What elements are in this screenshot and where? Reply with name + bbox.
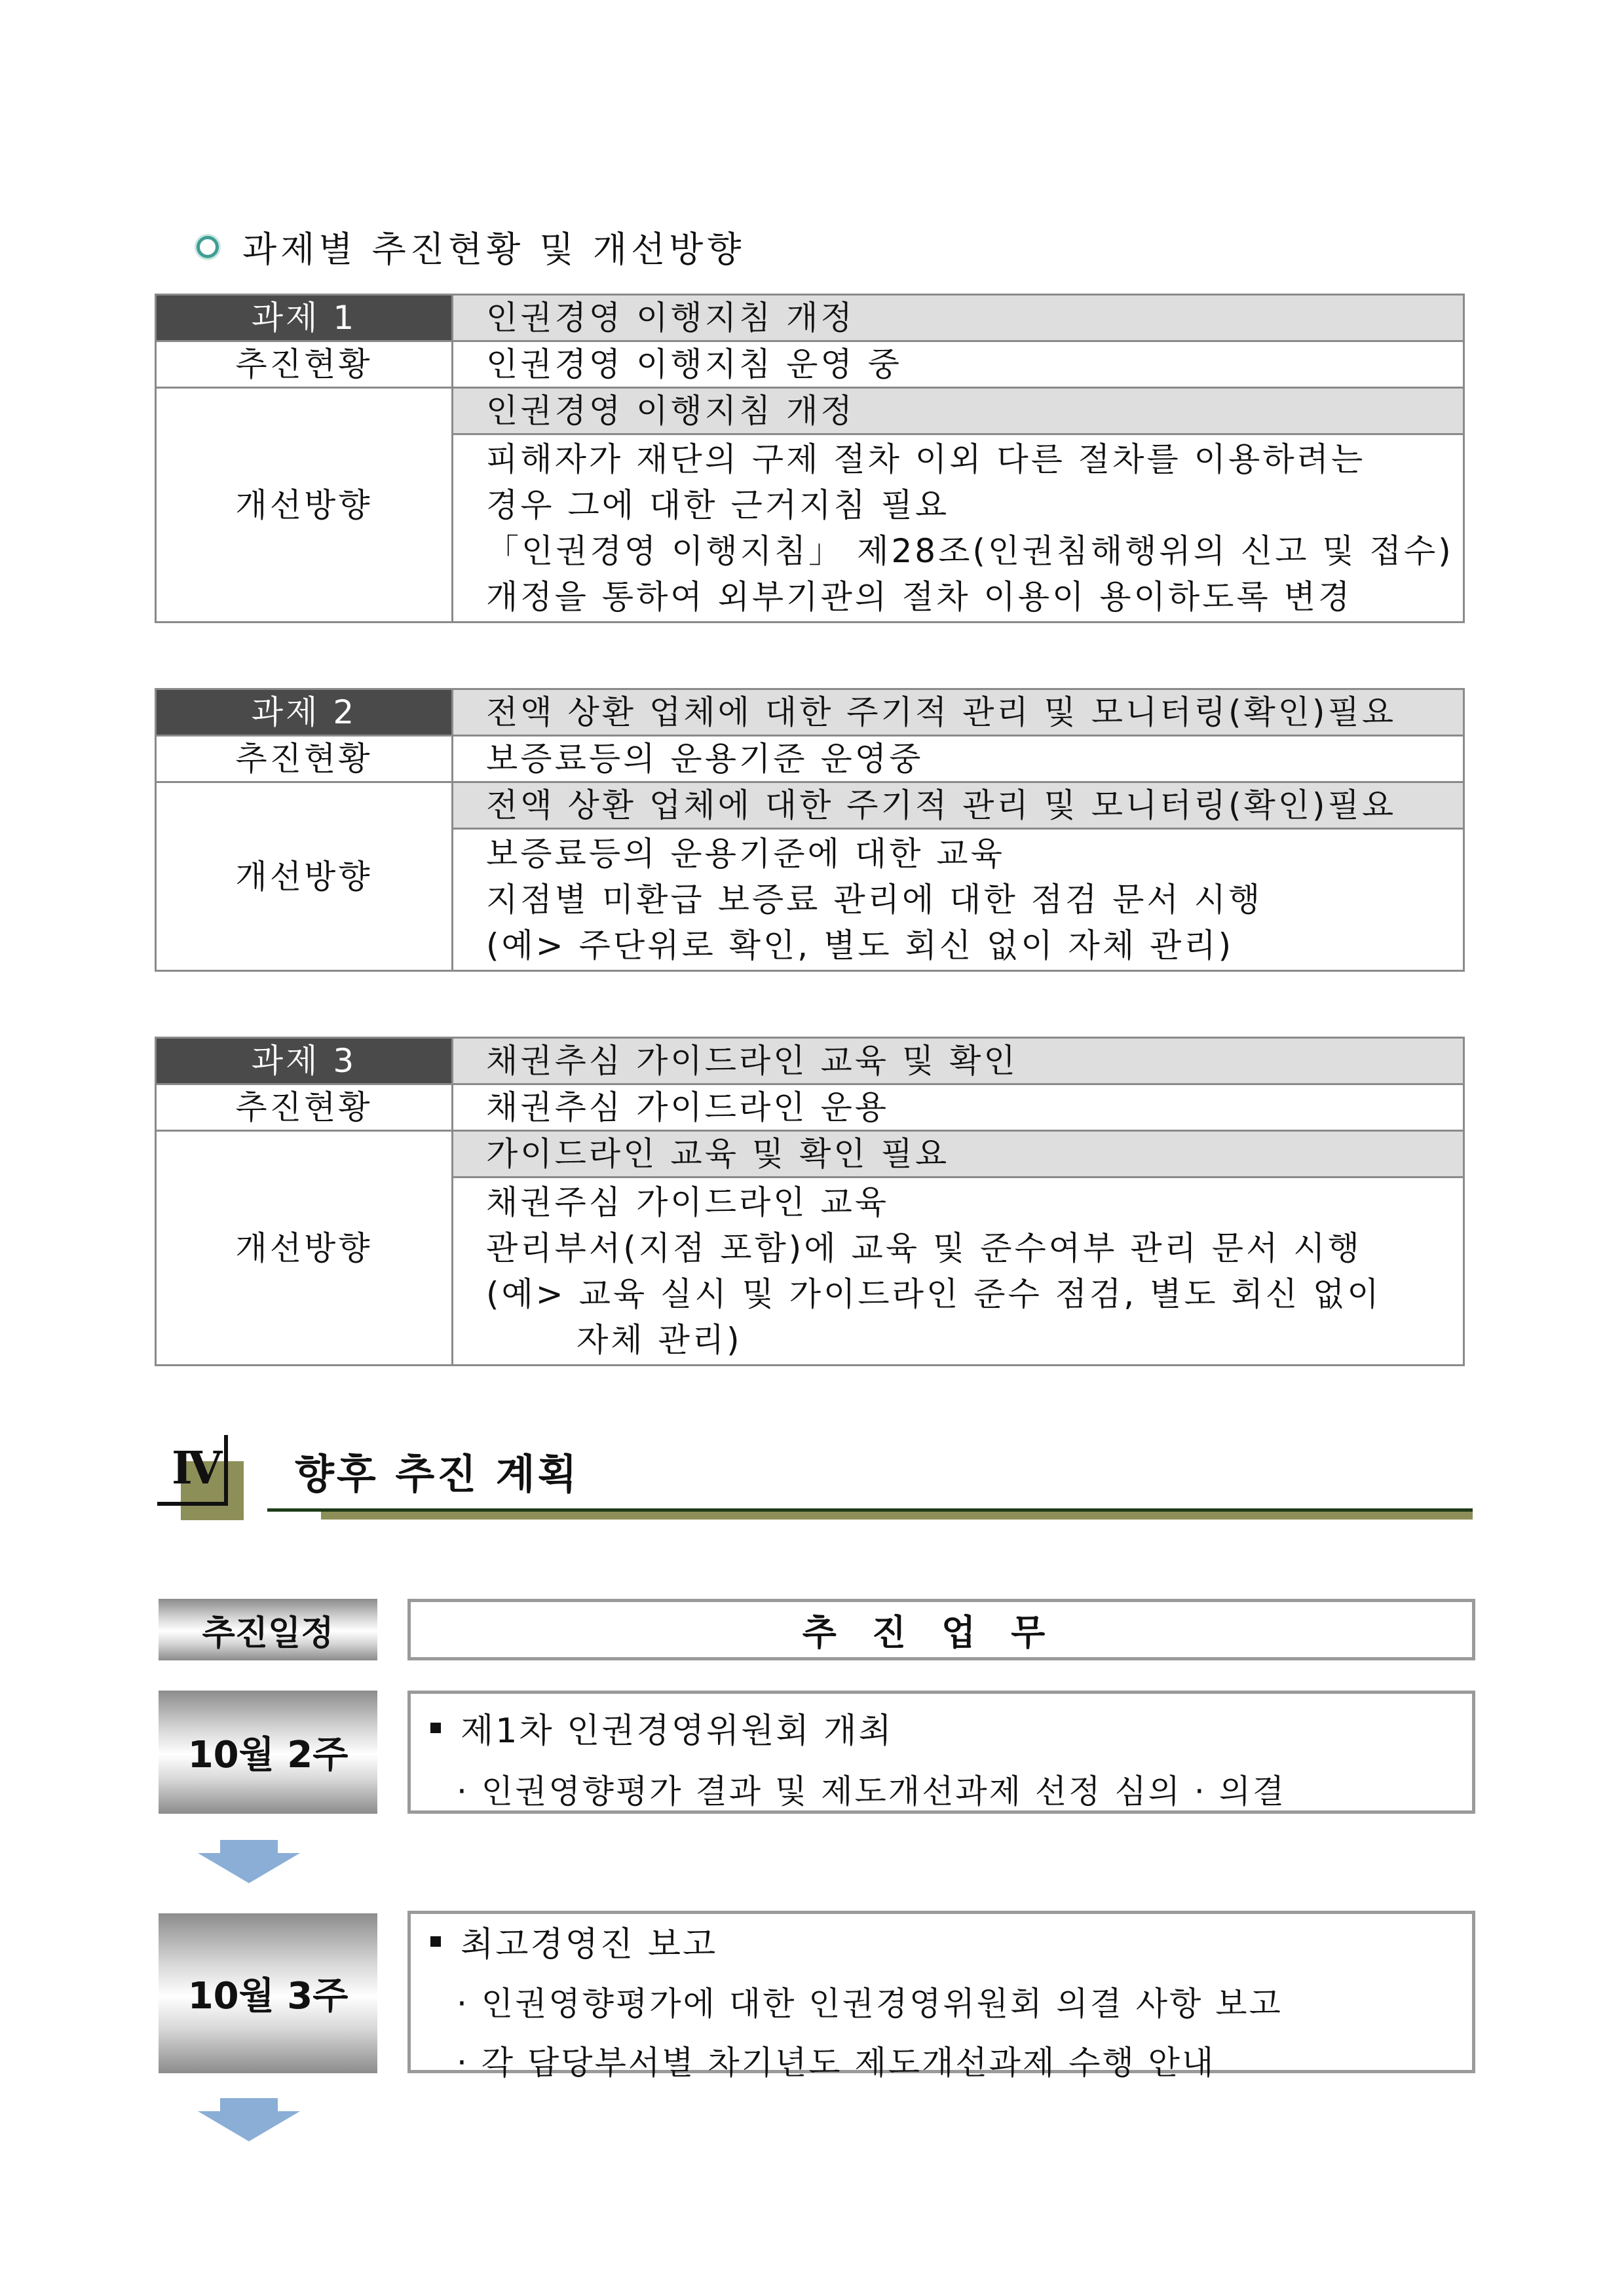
schedule-item-title: 제1차 인권경영위원회 개최 (461, 1712, 894, 1751)
task-title: 인권경영 이행지침 개정 (453, 295, 1464, 341)
schedule-item-sub: · 각 담당부서별 차기년도 제도개선과제 수행 안내 (457, 2044, 1216, 2082)
task-title: 채권추심 가이드라인 교육 및 확인 (453, 1038, 1464, 1084)
improve-line: 경우 그에 대한 근거지침 필요 (486, 486, 950, 524)
improve-line: 지점별 미환급 보증료 관리에 대한 점검 문서 시행 (486, 881, 1263, 919)
section-title (197, 221, 745, 272)
improve-body (453, 434, 1464, 622)
task-label: 과제 2 (156, 689, 453, 736)
schedule-when: 10월 2주 (159, 1691, 377, 1814)
improve-body (453, 829, 1464, 971)
improve-line: 관리부서(지점 포함)에 교육 및 준수여부 관리 문서 시행 (486, 1229, 1362, 1267)
schedule-item-box (407, 1691, 1475, 1814)
part-title: 향후 추진 계획 (295, 1450, 580, 1498)
section-title-text: 과제별 추진현황 및 개선방향 (242, 229, 746, 270)
improve-line: (예> 교육 실시 및 가이드라인 준수 점검, 별도 회신 없이 (486, 1275, 1382, 1313)
task-title: 전액 상환 업체에 대한 주기적 관리 및 모니터링(확인)필요 (453, 689, 1464, 736)
down-arrow-icon (198, 2098, 300, 2141)
down-arrow-icon (198, 1840, 300, 1883)
improve-head: 가이드라인 교육 및 확인 필요 (453, 1131, 1464, 1177)
task-label: 과제 1 (156, 295, 453, 341)
improve-label: 개선방향 (156, 782, 453, 971)
schedule-item-sub: · 인권영향평가에 대한 인권경영위원회 의결 사항 보고 (457, 1985, 1283, 2023)
schedule-item-sub: · 인권영향평가 결과 및 제도개선과제 선정 심의 · 의결 (457, 1772, 1287, 1810)
circle-bullet-icon (197, 236, 219, 258)
schedule-item-box (407, 1911, 1475, 2082)
improve-head: 전액 상환 업체에 대한 주기적 관리 및 모니터링(확인)필요 (453, 782, 1464, 829)
square-bullet-icon (430, 1723, 441, 1733)
schedule-item-title-row (430, 1703, 1472, 1752)
part-rule-accent (321, 1512, 1473, 1520)
part-header (157, 1435, 1474, 1527)
schedule-item-title: 최고경영진 보고 (461, 1925, 718, 1964)
schedule-head-label: 추진일정 (159, 1599, 377, 1660)
task-table-1 (155, 294, 1465, 623)
status-text: 보증료등의 운용기준 운영중 (453, 736, 1464, 782)
task-table-2 (155, 688, 1465, 972)
improve-line: 보증료등의 운용기준에 대한 교육 (486, 835, 1005, 873)
improve-line: 피해자가 재단의 구제 절차 이외 다른 절차를 이용하려는 (486, 440, 1366, 478)
improve-label: 개선방향 (156, 388, 453, 622)
schedule-when: 10월 3주 (159, 1913, 377, 2073)
status-text: 인권경영 이행지침 운영 중 (453, 341, 1464, 388)
improve-body (453, 1177, 1464, 1366)
improve-line: 채권주심 가이드라인 교육 (486, 1183, 890, 1221)
part-numeral: Ⅳ (157, 1435, 228, 1506)
status-label: 추진현황 (156, 1084, 453, 1131)
schedule-head-box (407, 1599, 1475, 1660)
task-label: 과제 3 (156, 1038, 453, 1084)
status-text: 채권추심 가이드라인 운용 (453, 1084, 1464, 1131)
schedule-item-title-row (430, 1917, 1472, 1966)
schedule-head-text: 추진업무 (802, 1611, 1081, 1653)
improve-label: 개선방향 (156, 1131, 453, 1366)
improve-line: 개정을 통하여 외부기관의 절차 이용이 용이하도록 변경 (486, 578, 1353, 616)
improve-head: 인권경영 이행지침 개정 (453, 388, 1464, 434)
improve-line: (예> 주단위로 확인, 별도 회신 없이 자체 관리) (486, 927, 1234, 965)
task-table-3 (155, 1037, 1465, 1366)
improve-line: 자체 관리) (576, 1321, 742, 1359)
status-label: 추진현황 (156, 341, 453, 388)
improve-line: 「인권경영 이행지침」 제28조(인권침해행위의 신고 및 접수) (486, 532, 1454, 570)
square-bullet-icon (430, 1936, 441, 1947)
status-label: 추진현황 (156, 736, 453, 782)
